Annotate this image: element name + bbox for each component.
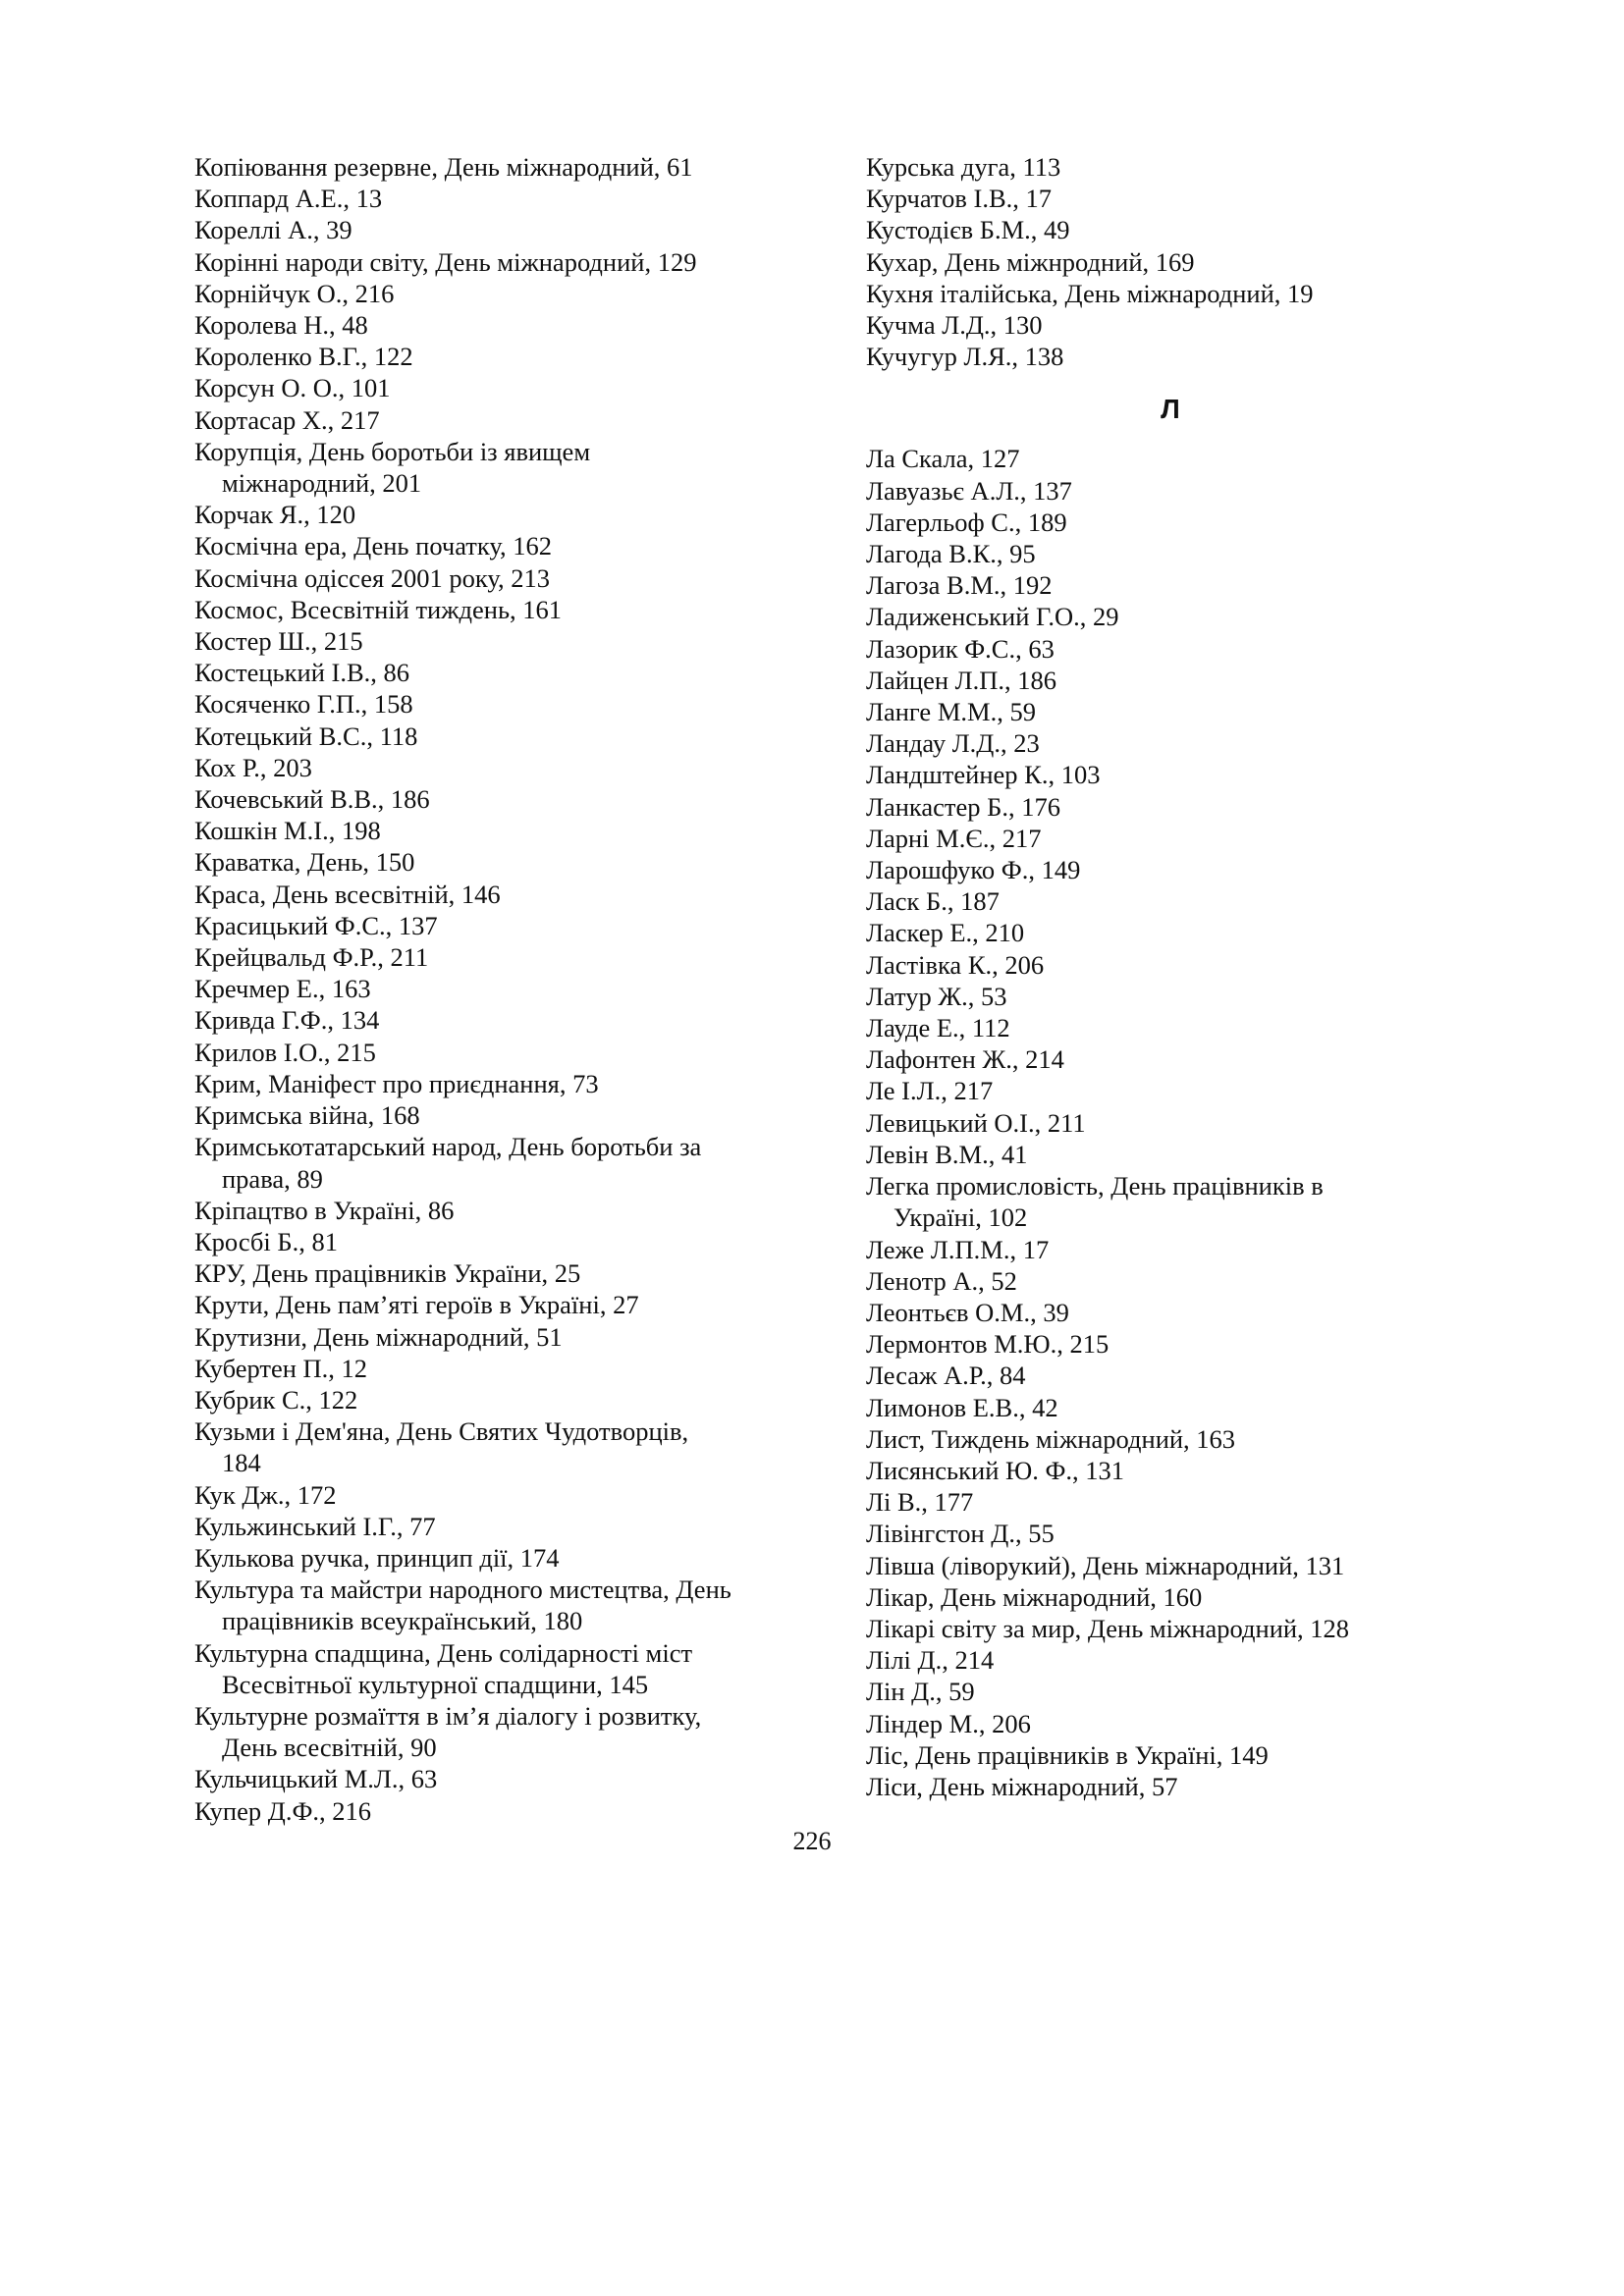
index-entry-text: Курська дуга, 113: [866, 152, 1061, 182]
index-entry-text: Ландау Л.Д., 23: [866, 728, 1040, 759]
index-entry: [866, 917, 1475, 948]
index-entry-text: Латур Ж., 53: [866, 981, 1007, 1011]
index-entry: [194, 372, 803, 403]
index-entry-text: Ладиженський Г.О., 29: [866, 602, 1119, 632]
index-entry: [866, 1265, 1475, 1297]
index-entry-continuation: міжнародний, 201: [222, 468, 422, 499]
index-entry: [866, 885, 1475, 917]
index-entry-text: Кучугур Л.Я., 138: [866, 342, 1064, 372]
index-entry: [866, 246, 1475, 278]
index-entry: [194, 594, 803, 625]
index-entry-text: Копіювання резервне, День міжнародний, 61: [194, 152, 693, 182]
index-entry-text: Кошкін М.І., 198: [194, 816, 381, 846]
index-entry-text: Корнійчук О., 216: [194, 278, 395, 308]
index-entry: [866, 854, 1475, 885]
index-entry-text: Кульжинський І.Г., 77: [194, 1511, 436, 1541]
index-entry-text: Корінні народи світу, День міжнародний, 129: [194, 246, 697, 277]
index-entry-continuation: День всесвітній, 90: [222, 1733, 437, 1763]
index-entry: [194, 688, 803, 720]
index-entry: [194, 1384, 803, 1415]
index-entry-text: Кустодієв Б.М., 49: [866, 215, 1070, 245]
index-entry: [194, 941, 803, 973]
index-entry-text: Кримська війна, 168: [194, 1100, 420, 1131]
index-entry: [866, 475, 1475, 507]
index-entry-text: Ліси, День міжнародний, 57: [866, 1771, 1178, 1801]
index-entry-text: Лесаж А.Р., 84: [866, 1361, 1026, 1391]
index-entry: [866, 183, 1475, 214]
index-entry-text: Космос, Всесвітній тиждень, 161: [194, 594, 563, 624]
index-group-k-continued: [866, 151, 1475, 372]
index-entry: [194, 721, 803, 752]
index-entry: [194, 1511, 803, 1542]
page-number: 226: [792, 1827, 832, 1855]
index-entry-text: Ліс, День працівників в Україні, 149: [866, 1739, 1269, 1770]
index-entry-text: Культурна спадщина, День солідарності міст: [194, 1637, 693, 1668]
index-entry-text: Лермонтов М.Ю., 215: [866, 1329, 1110, 1360]
index-entry: [866, 981, 1475, 1012]
index-entry-text: Лі В., 177: [866, 1487, 974, 1518]
index-entry-continuation: Україні, 102: [893, 1202, 1028, 1233]
index-entry: [866, 341, 1475, 372]
index-entry-text: Кухар, День міжнродний, 169: [866, 246, 1195, 277]
index-entry-text: Лайцен Л.П., 186: [866, 665, 1057, 695]
index-entry: [866, 759, 1475, 790]
index-entry-text: Лауде Е., 112: [866, 1013, 1010, 1043]
index-entry: [866, 1297, 1475, 1328]
index-entry-text: Лагерльоф С., 189: [866, 507, 1067, 537]
index-entry: [866, 1613, 1475, 1644]
index-entry-text: Кочевський В.В., 186: [194, 784, 430, 815]
index-entry-text: Кухня італійська, День міжнародний, 19: [866, 278, 1314, 308]
index-entry-text: Крутизни, День міжнародний, 51: [194, 1321, 563, 1352]
index-entry-text: Лікар, День міжнародний, 160: [866, 1581, 1203, 1612]
index-entry-text: Лівша (ліворукий), День міжнародний, 131: [866, 1550, 1345, 1580]
index-entry-text: Костецький І.В., 86: [194, 658, 410, 688]
index-entry-text: Леонтьєв О.М., 39: [866, 1297, 1069, 1327]
index-entry-text: Кортасар Х., 217: [194, 404, 380, 435]
index-entry: [866, 1234, 1475, 1265]
index-entry-text: Ланкастер Б., 176: [866, 791, 1060, 822]
index-entry: [866, 1739, 1475, 1771]
index-entry-text: Крути, День пам’яті героїв в Україні, 27: [194, 1290, 639, 1320]
index-entry: [194, 530, 803, 561]
index-entry: [866, 1581, 1475, 1613]
index-entry: [194, 973, 803, 1004]
index-entry-text: Лін Д., 59: [866, 1677, 975, 1707]
index-entry-text: Кульчицький М.Л., 63: [194, 1764, 438, 1794]
index-entry: [866, 1392, 1475, 1423]
index-entry: [194, 1037, 803, 1068]
index-entry-text: Ластівка К., 206: [866, 949, 1045, 980]
index-entry-text: Красицький Ф.С., 137: [194, 910, 438, 940]
index-entry: [866, 1550, 1475, 1581]
index-entry: [866, 1139, 1475, 1170]
index-entry-text: Ласкер Е., 210: [866, 918, 1025, 948]
index-entry: [194, 1479, 803, 1511]
index-entry: [866, 601, 1475, 632]
index-entry: [866, 1170, 1475, 1233]
index-entry: [866, 1771, 1475, 1802]
index-entry-text: Космічна одіссея 2001 року, 213: [194, 562, 551, 593]
index-entry: [194, 278, 803, 309]
index-entry-text: Короленко В.Г., 122: [194, 342, 413, 372]
index-entry: [866, 214, 1475, 245]
index-entry-text: Косяченко Г.П., 158: [194, 689, 413, 720]
index-entry-text: Лисянський Ю. Ф., 131: [866, 1455, 1125, 1485]
index-entry-text: Лазорик Ф.С., 63: [866, 633, 1055, 664]
index-entry: [866, 1075, 1475, 1106]
index-entry: [194, 815, 803, 846]
index-entry: [194, 1415, 803, 1478]
index-entry-text: Кореллі А., 39: [194, 215, 352, 245]
index-entry-text: Левін В.М., 41: [866, 1139, 1028, 1169]
index-entry: [194, 1321, 803, 1353]
index-entry: [194, 246, 803, 278]
index-entry-continuation: 184: [222, 1448, 261, 1478]
index-entry-text: Кримськотатарський народ, День боротьби за: [194, 1132, 702, 1162]
index-entry-text: Лагода В.К., 95: [866, 539, 1036, 569]
index-entry: [194, 1257, 803, 1289]
index-entry-text: КРУ, День працівників України, 25: [194, 1258, 581, 1289]
index-entry-text: Лагоза В.М., 192: [866, 570, 1053, 601]
index-entry-continuation: права, 89: [222, 1163, 323, 1194]
index-entry-text: Ланге М.М., 59: [866, 697, 1036, 727]
index-entry-text: Лист, Тиждень міжнародний, 163: [866, 1423, 1236, 1454]
index-entry: [194, 214, 803, 245]
index-entry: [194, 1795, 803, 1827]
index-column-right: [866, 151, 1475, 1802]
index-entry: [194, 1637, 803, 1700]
index-entry: [866, 665, 1475, 696]
index-entry-text: Корупція, День боротьби із явищем: [194, 436, 591, 466]
index-entry: [194, 1700, 803, 1763]
index-entry: [194, 151, 803, 183]
index-entry-text: Краса, День всесвітній, 146: [194, 879, 501, 909]
index-entry-text: Королева Н., 48: [194, 310, 368, 341]
index-entry: [866, 1328, 1475, 1360]
section-letter-heading: Л: [1161, 394, 1180, 425]
index-entry-text: Корчак Я., 120: [194, 500, 356, 530]
index-entry-text: Левицький О.І., 211: [866, 1107, 1086, 1138]
index-entry-text: Котецький В.С., 118: [194, 721, 418, 751]
index-column-left: [194, 151, 803, 1827]
index-entry: [866, 1360, 1475, 1391]
index-entry-text: Ларошфуко Ф., 149: [866, 855, 1081, 885]
index-entry: [194, 752, 803, 783]
index-entry-text: Кук Дж., 172: [194, 1479, 337, 1510]
index-entry: [866, 1708, 1475, 1739]
index-entry: [194, 1099, 803, 1131]
index-entry-text: Ласк Б., 187: [866, 886, 1000, 917]
index-entry: [194, 1226, 803, 1257]
index-entry-text: Кубрик С., 122: [194, 1384, 358, 1415]
index-entry-text: Купер Д.Ф., 216: [194, 1795, 372, 1826]
index-entry-text: Легка промисловість, День працівників в: [866, 1171, 1324, 1201]
index-entry: [866, 278, 1475, 309]
index-entry: [866, 633, 1475, 665]
index-entry-text: Крилов І.О., 215: [194, 1037, 376, 1067]
index-entry-text: Кривда Г.Ф., 134: [194, 1005, 380, 1036]
index-entry-text: Леже Л.П.М., 17: [866, 1234, 1050, 1264]
index-entry-text: Ларні М.Є., 217: [866, 823, 1042, 853]
index-entry-text: Ла Скала, 127: [866, 444, 1020, 474]
index-entry: [866, 696, 1475, 727]
index-entry: [194, 846, 803, 878]
index-entry: [194, 1195, 803, 1226]
index-entry-text: Лілі Д., 214: [866, 1645, 995, 1676]
index-entry-text: Лимонов Е.В., 42: [866, 1392, 1058, 1422]
index-entry-text: Ліндер М., 206: [866, 1708, 1031, 1738]
index-entry: [194, 404, 803, 436]
index-entry-text: Крим, Маніфест про приєднання, 73: [194, 1068, 599, 1098]
index-entry-text: Ле І.Л., 217: [866, 1076, 994, 1106]
index-entry: [866, 538, 1475, 569]
index-entry: [194, 1068, 803, 1099]
index-entry-text: Кріпацтво в Україні, 86: [194, 1195, 455, 1225]
index-entry: [194, 1004, 803, 1036]
index-entry-text: Лафонтен Ж., 214: [866, 1044, 1064, 1075]
index-entry-text: Кулькова ручка, принцип дії, 174: [194, 1542, 560, 1573]
index-entry: [194, 783, 803, 815]
index-entry-continuation: Всесвітньої культурної спадщини, 145: [222, 1669, 649, 1699]
index-group-l: [866, 443, 1475, 1802]
index-entry: [866, 151, 1475, 183]
index-entry-text: Кубертен П., 12: [194, 1353, 368, 1383]
index-entry-text: Лікарі світу за мир, День міжнародний, 128: [866, 1613, 1350, 1643]
index-entry: [866, 823, 1475, 854]
index-entry-text: Лавуазьє А.Л., 137: [866, 475, 1072, 506]
index-entry-text: Космічна ера, День початку, 162: [194, 531, 552, 561]
index-entry: [194, 1289, 803, 1320]
index-entry: [194, 183, 803, 214]
index-entry: [194, 309, 803, 341]
index-entry-text: Культура та майстри народного мистецтва, День: [194, 1575, 731, 1605]
index-entry: [194, 657, 803, 688]
index-entry-text: Коппард А.Е., 13: [194, 184, 383, 214]
index-entry: [866, 1012, 1475, 1043]
index-entry: [866, 1455, 1475, 1486]
index-entry: [194, 1131, 803, 1194]
index-entry: [866, 1676, 1475, 1707]
index-entry-text: Лівінгстон Д., 55: [866, 1519, 1055, 1549]
index-entry-text: Краватка, День, 150: [194, 847, 415, 878]
index-entry: [194, 562, 803, 594]
index-entry: [866, 1644, 1475, 1676]
index-entry: [194, 1353, 803, 1384]
index-entry-text: Кречмер Е., 163: [194, 974, 371, 1004]
index-entry: [194, 879, 803, 910]
index-entry: [866, 507, 1475, 538]
index-entry-continuation: працівників всеукраїнський, 180: [222, 1606, 583, 1636]
index-entry-text: Кучма Л.Д., 130: [866, 310, 1043, 341]
index-entry: [866, 1043, 1475, 1075]
index-entry: [194, 1574, 803, 1636]
index-entry: [866, 569, 1475, 601]
index-entry: [866, 443, 1475, 474]
index-entry-text: Кох Р., 203: [194, 752, 312, 782]
index-entry: [866, 791, 1475, 823]
index-entry-text: Костер Ш., 215: [194, 626, 363, 657]
index-entry: [194, 341, 803, 372]
index-entry: [194, 1763, 803, 1794]
index-entry: [866, 309, 1475, 341]
index-entry: [194, 499, 803, 530]
index-entry: [194, 1542, 803, 1574]
index-entry-text: Корсун О. О., 101: [194, 373, 391, 403]
index-entry-text: Ленотр А., 52: [866, 1265, 1017, 1296]
index-entry-text: Культурне розмаїття в ім’я діалогу і розвитку,: [194, 1700, 702, 1731]
index-entry: [866, 1423, 1475, 1455]
index-entry: [866, 1486, 1475, 1518]
index-entry: [194, 910, 803, 941]
index-entry: [866, 727, 1475, 759]
index-entry-text: Кузьми і Дем'яна, День Святих Чудотворців,: [194, 1416, 689, 1447]
index-entry: [866, 949, 1475, 981]
index-entry-text: Кросбі Б., 81: [194, 1226, 338, 1256]
index-entry-text: Ландштейнер К., 103: [866, 760, 1101, 790]
index-entry: [866, 1107, 1475, 1139]
index-entry-text: Курчатов І.В., 17: [866, 184, 1053, 214]
index-entry: [866, 1518, 1475, 1549]
index-entry: [194, 625, 803, 657]
index-entry-text: Крейцвальд Ф.Р., 211: [194, 942, 429, 973]
index-entry: [194, 436, 803, 499]
